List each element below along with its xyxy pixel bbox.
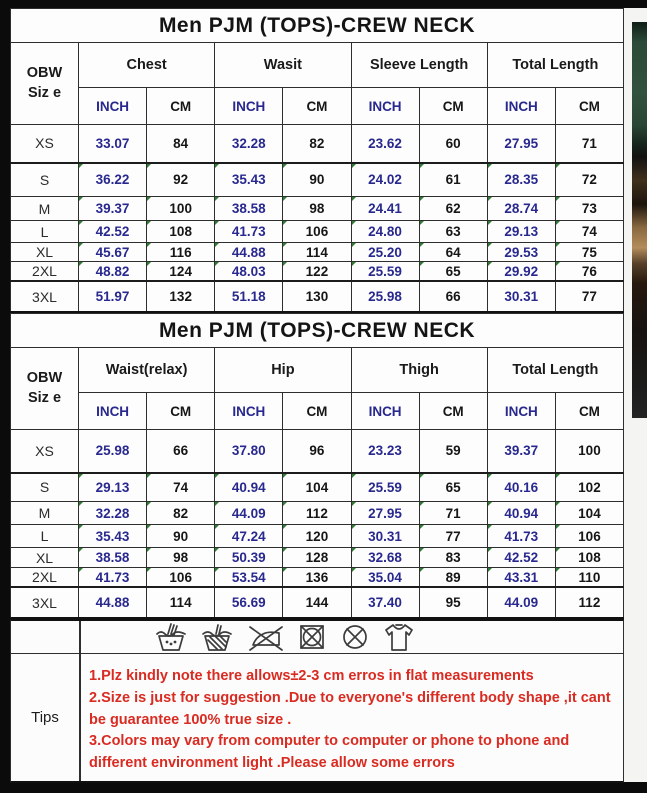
inch-value: 53.54 bbox=[215, 568, 283, 588]
inch-value: 51.97 bbox=[79, 281, 147, 312]
cm-value: 72 bbox=[555, 163, 623, 197]
size-table-1 bbox=[10, 8, 624, 313]
care-row-label-cell bbox=[11, 621, 81, 653]
inch-value: 39.37 bbox=[79, 197, 147, 221]
cm-header: CM bbox=[419, 393, 487, 430]
inch-value: 38.58 bbox=[79, 548, 147, 568]
inch-value: 44.88 bbox=[79, 587, 147, 618]
inch-value: 35.43 bbox=[79, 525, 147, 548]
cm-value: 130 bbox=[283, 281, 351, 312]
inch-value: 24.02 bbox=[351, 163, 419, 197]
size-row-2xl bbox=[11, 262, 624, 282]
size-label: 3XL bbox=[11, 587, 79, 618]
inch-value: 27.95 bbox=[487, 125, 555, 163]
size-label: XL bbox=[11, 548, 79, 568]
size-column-header: OBW Siz e bbox=[11, 348, 79, 430]
cm-value: 112 bbox=[555, 587, 623, 618]
inch-value: 40.94 bbox=[487, 502, 555, 525]
table-title: Men PJM (TOPS)-CREW NECK bbox=[11, 314, 624, 348]
inch-value: 41.73 bbox=[215, 221, 283, 243]
cm-header: CM bbox=[555, 88, 623, 125]
size-label: 2XL bbox=[11, 262, 79, 282]
inch-value: 37.40 bbox=[351, 587, 419, 618]
cm-value: 61 bbox=[419, 163, 487, 197]
size-row-2xl bbox=[11, 568, 624, 588]
inch-header: INCH bbox=[215, 88, 283, 125]
cm-value: 71 bbox=[419, 502, 487, 525]
size-label: L bbox=[11, 525, 79, 548]
inch-value: 37.80 bbox=[215, 430, 283, 473]
tip-line-3: 3.Colors may vary from computer to computer or phone to phone and different environment light .Please allow some errors bbox=[89, 733, 570, 771]
care-symbols-row bbox=[10, 619, 624, 654]
inch-value: 48.82 bbox=[79, 262, 147, 282]
tips-label: Tips bbox=[11, 654, 81, 781]
cm-value: 74 bbox=[147, 473, 215, 502]
cm-value: 74 bbox=[555, 221, 623, 243]
inch-value: 24.41 bbox=[351, 197, 419, 221]
cm-value: 110 bbox=[555, 568, 623, 588]
cm-value: 73 bbox=[555, 197, 623, 221]
cm-value: 120 bbox=[283, 525, 351, 548]
do-not-iron-icon bbox=[245, 621, 285, 653]
size-label: M bbox=[11, 197, 79, 221]
size-label: XL bbox=[11, 243, 79, 262]
do-not-dry-clean-icon bbox=[339, 621, 371, 653]
inch-header: INCH bbox=[215, 393, 283, 430]
cm-value: 108 bbox=[147, 221, 215, 243]
inch-value: 23.23 bbox=[351, 430, 419, 473]
inch-value: 25.59 bbox=[351, 262, 419, 282]
size-label: XS bbox=[11, 430, 79, 473]
inch-value: 29.53 bbox=[487, 243, 555, 262]
inch-value: 44.09 bbox=[215, 502, 283, 525]
measure-group-header: Total Length bbox=[487, 43, 623, 88]
cm-value: 122 bbox=[283, 262, 351, 282]
inch-value: 56.69 bbox=[215, 587, 283, 618]
size-row-xs bbox=[11, 125, 624, 163]
measure-group-header: Thigh bbox=[351, 348, 487, 393]
inch-header: INCH bbox=[487, 88, 555, 125]
inch-value: 38.58 bbox=[215, 197, 283, 221]
cm-value: 83 bbox=[419, 548, 487, 568]
cm-value: 96 bbox=[283, 430, 351, 473]
inch-value: 35.04 bbox=[351, 568, 419, 588]
measure-group-header: Chest bbox=[79, 43, 215, 88]
cm-value: 98 bbox=[283, 197, 351, 221]
inch-header: INCH bbox=[487, 393, 555, 430]
table-title: Men PJM (TOPS)-CREW NECK bbox=[11, 9, 624, 43]
hand-wash-tub-icon bbox=[200, 621, 234, 653]
cm-value: 106 bbox=[283, 221, 351, 243]
cm-value: 104 bbox=[555, 502, 623, 525]
inch-value: 39.37 bbox=[487, 430, 555, 473]
size-label: XS bbox=[11, 125, 79, 163]
product-photo-strip bbox=[632, 22, 647, 418]
size-table-2 bbox=[10, 313, 624, 619]
inch-value: 29.92 bbox=[487, 262, 555, 282]
inch-value: 29.13 bbox=[79, 473, 147, 502]
cm-value: 77 bbox=[555, 281, 623, 312]
cm-value: 77 bbox=[419, 525, 487, 548]
cm-value: 100 bbox=[147, 197, 215, 221]
cm-header: CM bbox=[147, 88, 215, 125]
cm-value: 60 bbox=[419, 125, 487, 163]
inch-value: 44.88 bbox=[215, 243, 283, 262]
cm-value: 144 bbox=[283, 587, 351, 618]
inch-value: 32.28 bbox=[79, 502, 147, 525]
inch-value: 30.31 bbox=[487, 281, 555, 312]
cm-value: 82 bbox=[147, 502, 215, 525]
inch-value: 33.07 bbox=[79, 125, 147, 163]
inch-value: 40.16 bbox=[487, 473, 555, 502]
size-row-xl bbox=[11, 548, 624, 568]
cm-value: 65 bbox=[419, 473, 487, 502]
size-column-header: OBW Siz e bbox=[11, 43, 79, 125]
cm-value: 66 bbox=[419, 281, 487, 312]
cm-value: 66 bbox=[147, 430, 215, 473]
cm-value: 112 bbox=[283, 502, 351, 525]
tip-line-2: 2.Size is just for suggestion .Due to everyone's different body shape ,it cant be guarantee 100% true size . bbox=[89, 689, 611, 728]
inch-value: 32.68 bbox=[351, 548, 419, 568]
cm-value: 104 bbox=[283, 473, 351, 502]
inch-value: 24.80 bbox=[351, 221, 419, 243]
cm-value: 124 bbox=[147, 262, 215, 282]
care-symbols bbox=[81, 621, 623, 653]
do-not-tumble-dry-icon bbox=[296, 621, 328, 653]
size-row-m bbox=[11, 197, 624, 221]
inch-header: INCH bbox=[351, 88, 419, 125]
cm-value: 71 bbox=[555, 125, 623, 163]
inch-value: 41.73 bbox=[79, 568, 147, 588]
cm-value: 136 bbox=[283, 568, 351, 588]
inch-value: 27.95 bbox=[351, 502, 419, 525]
size-row-xl bbox=[11, 243, 624, 262]
measure-group-header: Wasit bbox=[215, 43, 351, 88]
cm-value: 63 bbox=[419, 221, 487, 243]
inch-value: 43.31 bbox=[487, 568, 555, 588]
measure-group-header: Sleeve Length bbox=[351, 43, 487, 88]
inch-value: 35.43 bbox=[215, 163, 283, 197]
size-row-s bbox=[11, 163, 624, 197]
cm-value: 82 bbox=[283, 125, 351, 163]
size-row-m bbox=[11, 502, 624, 525]
cm-value: 76 bbox=[555, 262, 623, 282]
tips-row bbox=[10, 654, 624, 783]
cm-value: 90 bbox=[147, 525, 215, 548]
cm-value: 84 bbox=[147, 125, 215, 163]
cm-value: 95 bbox=[419, 587, 487, 618]
cm-value: 106 bbox=[555, 525, 623, 548]
size-label: S bbox=[11, 163, 79, 197]
cm-header: CM bbox=[283, 393, 351, 430]
inch-value: 23.62 bbox=[351, 125, 419, 163]
cm-value: 114 bbox=[283, 243, 351, 262]
inch-value: 51.18 bbox=[215, 281, 283, 312]
cm-value: 92 bbox=[147, 163, 215, 197]
cm-value: 64 bbox=[419, 243, 487, 262]
cm-value: 106 bbox=[147, 568, 215, 588]
inch-value: 36.22 bbox=[79, 163, 147, 197]
cm-header: CM bbox=[555, 393, 623, 430]
cm-value: 90 bbox=[283, 163, 351, 197]
cm-value: 132 bbox=[147, 281, 215, 312]
size-row-3xl bbox=[11, 587, 624, 618]
size-label: 3XL bbox=[11, 281, 79, 312]
inch-value: 50.39 bbox=[215, 548, 283, 568]
inch-value: 42.52 bbox=[487, 548, 555, 568]
inch-value: 25.98 bbox=[79, 430, 147, 473]
cm-value: 108 bbox=[555, 548, 623, 568]
inch-value: 25.20 bbox=[351, 243, 419, 262]
size-table-tops-upper bbox=[10, 8, 624, 313]
tip-line-1: 1.Plz kindly note there allows±2-3 cm erros in flat measurements bbox=[89, 668, 534, 684]
inch-value: 30.31 bbox=[351, 525, 419, 548]
cm-value: 128 bbox=[283, 548, 351, 568]
measure-group-header: Waist(relax) bbox=[79, 348, 215, 393]
size-table-tops-lower bbox=[10, 313, 624, 619]
size-row-l bbox=[11, 525, 624, 548]
inch-value: 28.35 bbox=[487, 163, 555, 197]
inch-value: 29.13 bbox=[487, 221, 555, 243]
size-chart-sheet bbox=[10, 8, 624, 782]
size-label: 2XL bbox=[11, 568, 79, 588]
side-panel bbox=[624, 8, 647, 782]
cm-value: 59 bbox=[419, 430, 487, 473]
inch-value: 48.03 bbox=[215, 262, 283, 282]
cm-header: CM bbox=[283, 88, 351, 125]
hand-wash-icon bbox=[153, 621, 189, 653]
size-label: M bbox=[11, 502, 79, 525]
inch-value: 40.94 bbox=[215, 473, 283, 502]
inch-value: 28.74 bbox=[487, 197, 555, 221]
inch-value: 41.73 bbox=[487, 525, 555, 548]
inch-value: 45.67 bbox=[79, 243, 147, 262]
size-row-xs bbox=[11, 430, 624, 473]
cm-value: 65 bbox=[419, 262, 487, 282]
inch-value: 42.52 bbox=[79, 221, 147, 243]
inch-value: 25.98 bbox=[351, 281, 419, 312]
inch-value: 44.09 bbox=[487, 587, 555, 618]
inch-header: INCH bbox=[351, 393, 419, 430]
cm-value: 100 bbox=[555, 430, 623, 473]
cm-value: 114 bbox=[147, 587, 215, 618]
measure-group-header: Hip bbox=[215, 348, 351, 393]
size-row-l bbox=[11, 221, 624, 243]
size-label: S bbox=[11, 473, 79, 502]
cm-value: 75 bbox=[555, 243, 623, 262]
cm-header: CM bbox=[147, 393, 215, 430]
cm-value: 102 bbox=[555, 473, 623, 502]
drip-dry-shirt-icon bbox=[382, 621, 416, 653]
inch-value: 32.28 bbox=[215, 125, 283, 163]
cm-value: 116 bbox=[147, 243, 215, 262]
cm-header: CM bbox=[419, 88, 487, 125]
tips-content bbox=[81, 654, 623, 781]
inch-value: 25.59 bbox=[351, 473, 419, 502]
cm-value: 98 bbox=[147, 548, 215, 568]
cm-value: 62 bbox=[419, 197, 487, 221]
size-row-s bbox=[11, 473, 624, 502]
measure-group-header: Total Length bbox=[487, 348, 623, 393]
inch-value: 47.24 bbox=[215, 525, 283, 548]
inch-header: INCH bbox=[79, 88, 147, 125]
size-label: L bbox=[11, 221, 79, 243]
cm-value: 89 bbox=[419, 568, 487, 588]
inch-header: INCH bbox=[79, 393, 147, 430]
size-row-3xl bbox=[11, 281, 624, 312]
